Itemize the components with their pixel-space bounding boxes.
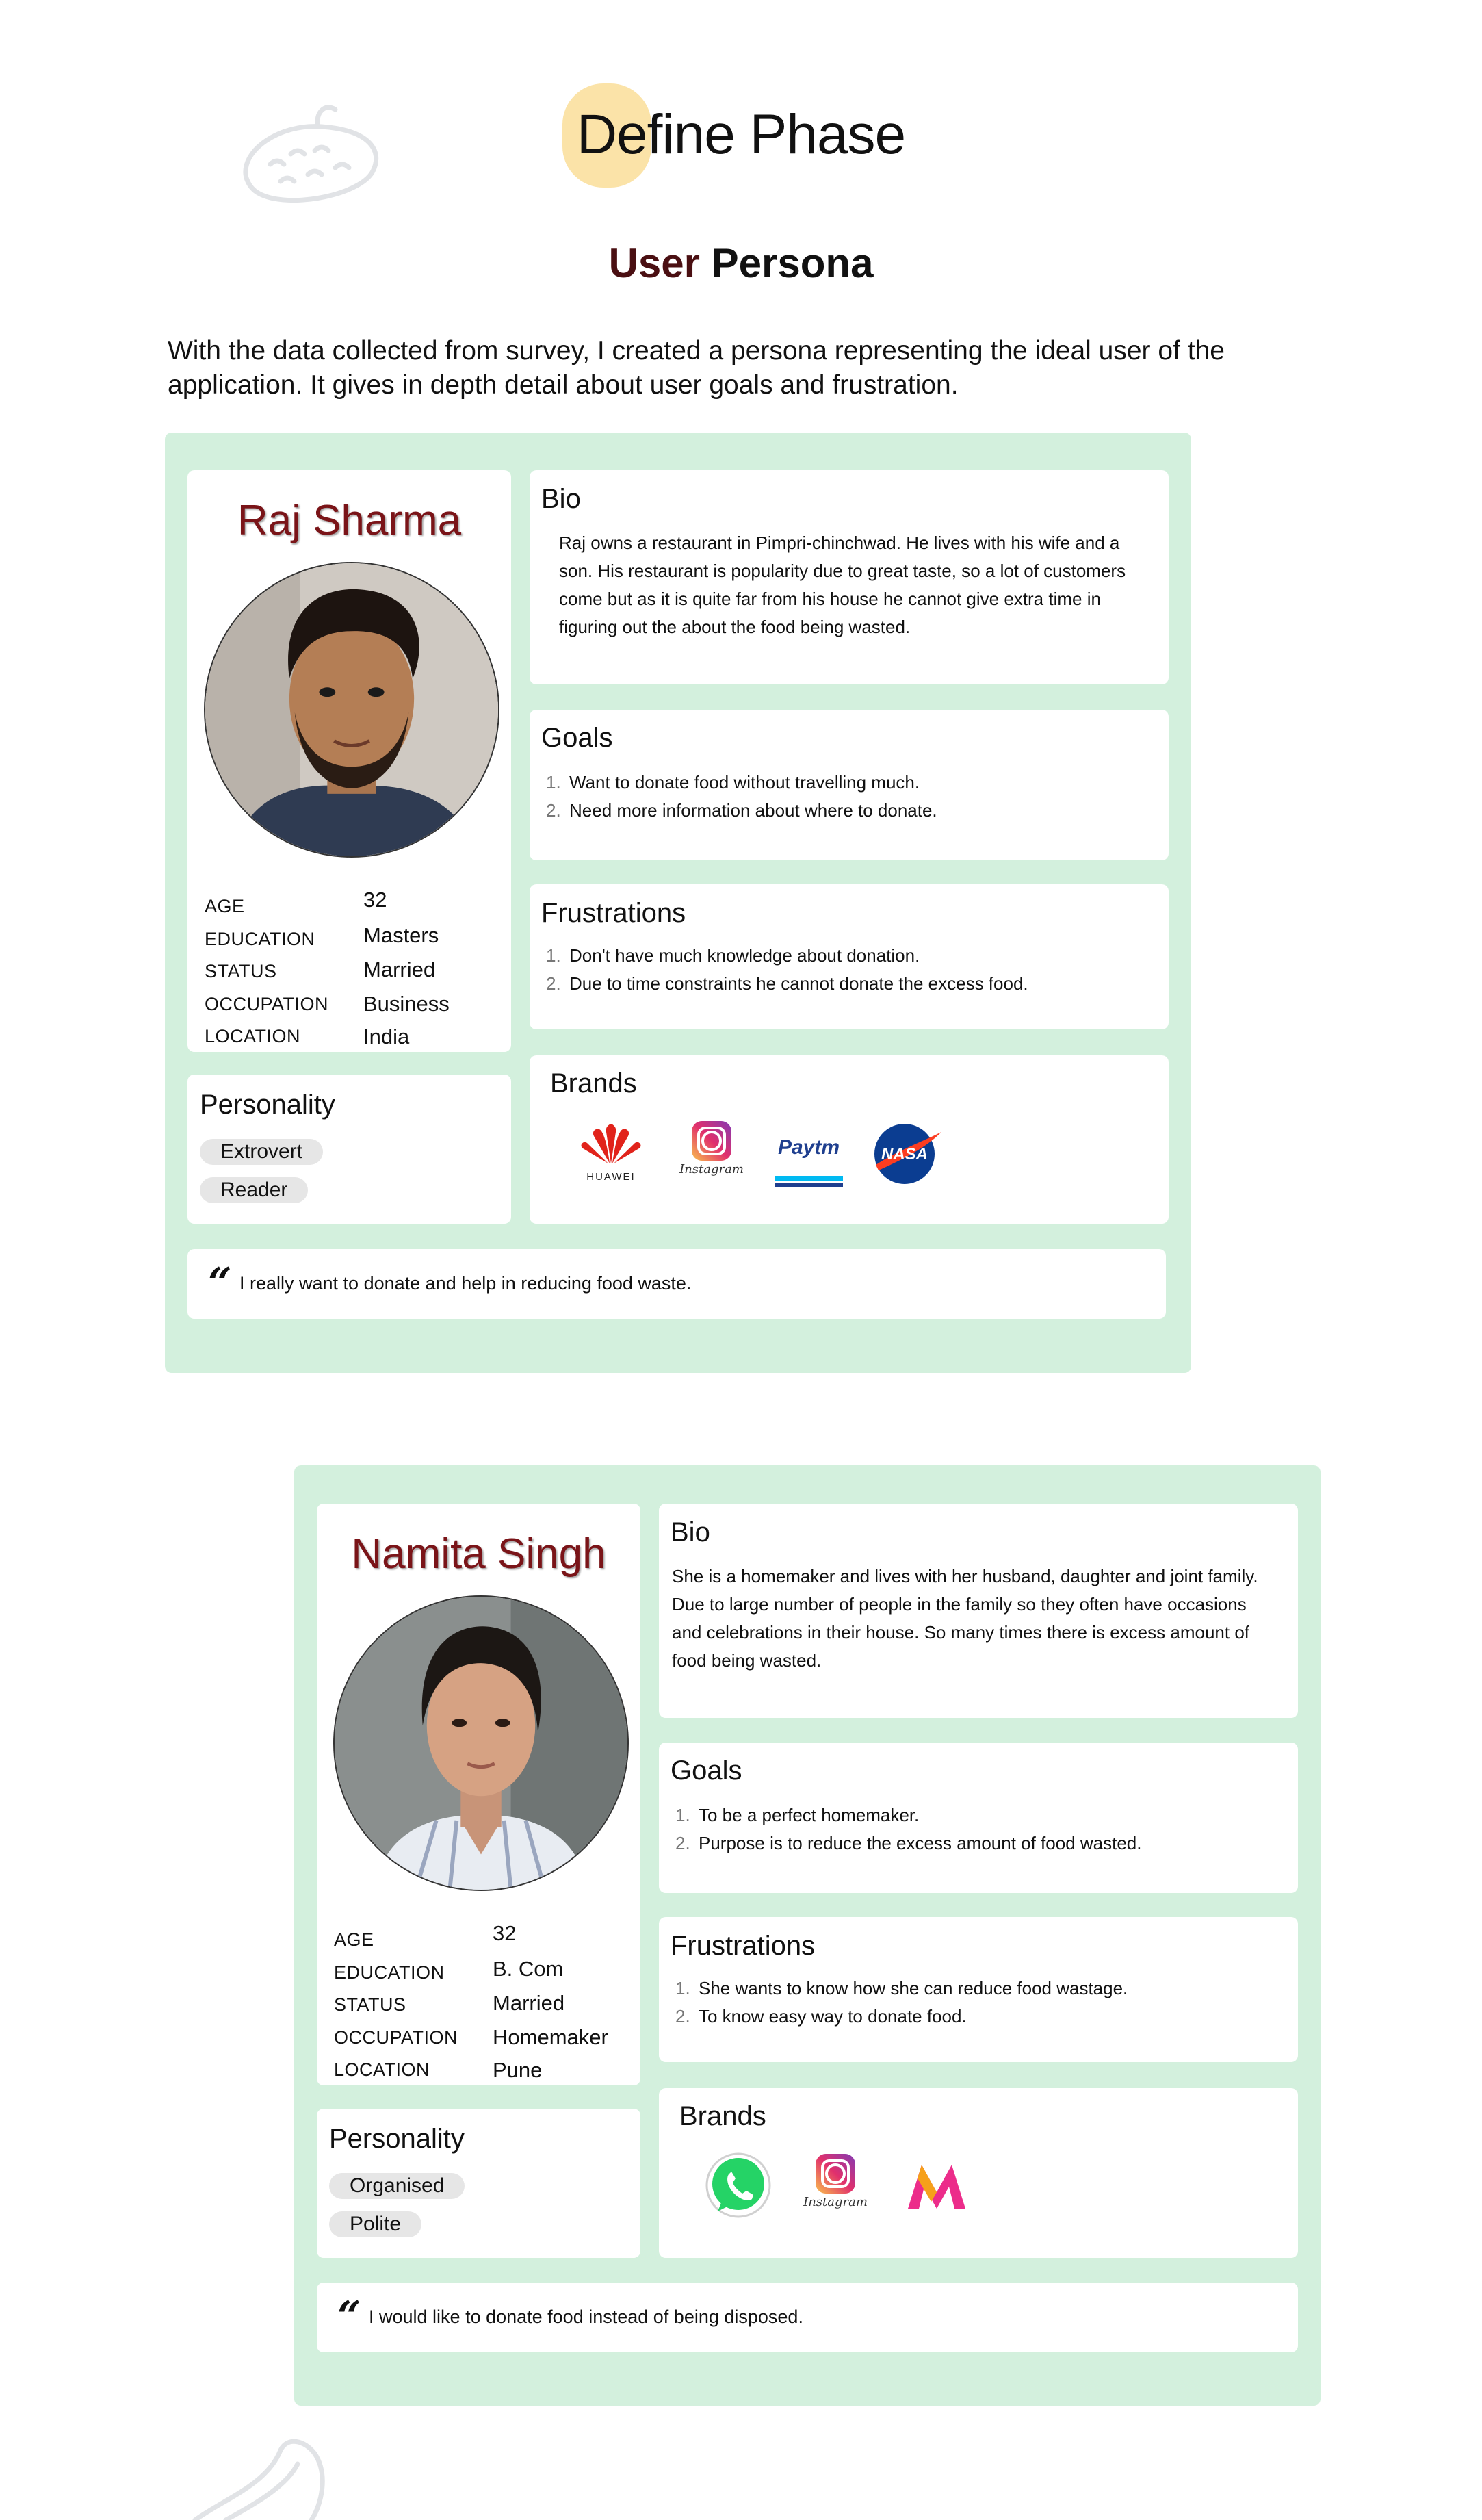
- avatar: [204, 562, 499, 858]
- bio-card: [659, 1504, 1298, 1718]
- instagram-label: Instagram: [679, 1162, 744, 1177]
- brands-heading: Brands: [679, 2101, 766, 2131]
- huawei-logo: [579, 1124, 643, 1187]
- list-item: 1. She wants to know how she can reduce food wastage.: [675, 1978, 1128, 1998]
- quote-icon: “: [337, 2293, 361, 2341]
- quote-text: I would like to donate food instead of being disposed.: [369, 2306, 803, 2327]
- detail-label: AGE: [334, 1929, 374, 1950]
- goals-card: [530, 710, 1169, 860]
- subtitle-accent: User: [608, 240, 700, 286]
- goals-heading: Goals: [541, 723, 613, 753]
- persona-name: Namita Singh: [351, 1530, 606, 1578]
- detail-label: EDUCATION: [205, 929, 315, 949]
- list-item: 1. To be a perfect homemaker.: [675, 1805, 920, 1825]
- banana-illustration-icon: [185, 2437, 342, 2520]
- personality-card: [317, 2109, 640, 2258]
- section-subtitle: [0, 240, 1482, 287]
- detail-label: STATUS: [205, 961, 277, 981]
- bio-text: She is a homemaker and lives with her husband, daughter and joint family. Due to large number of people in the family so they often have occasions and celebrations in their house. So many times there is excess amount of food being wasted.: [672, 1566, 1258, 1671]
- bio-heading: Bio: [671, 1517, 710, 1547]
- detail-label: LOCATION: [205, 1026, 301, 1046]
- persona-panel: [165, 433, 1191, 1373]
- instagram-logo: [803, 2154, 868, 2220]
- detail-value: 32: [493, 1921, 517, 1945]
- nasa-logo: [872, 1122, 943, 1185]
- quote-icon: “: [208, 1259, 232, 1307]
- detail-label: LOCATION: [334, 2059, 430, 2080]
- goals-heading: Goals: [671, 1756, 742, 1786]
- detail-label: EDUCATION: [334, 1962, 445, 1983]
- bio-heading: Bio: [541, 484, 581, 514]
- intro-paragraph: With the data collected from survey, I created a persona representing the ideal user of the application. It gives in depth detail about user goals and frustration.: [168, 336, 1225, 400]
- list-item: 2. To know easy way to donate food.: [675, 2006, 967, 2027]
- avatar: [333, 1595, 629, 1891]
- personality-heading: Personality: [200, 1090, 335, 1120]
- persona-name: Raj Sharma: [237, 497, 462, 544]
- brands-card: [530, 1055, 1169, 1224]
- frustrations-heading: Frustrations: [671, 1931, 816, 1961]
- myntra-logo: [904, 2162, 970, 2210]
- whatsapp-logo: [703, 2151, 774, 2222]
- detail-label: STATUS: [334, 1994, 406, 2015]
- list-item: 2. Need more information about where to donate.: [546, 800, 937, 821]
- profile-card: [187, 470, 511, 1052]
- detail-value: Masters: [363, 923, 439, 947]
- detail-label: OCCUPATION: [334, 2027, 458, 2048]
- personality-tag: Extrovert: [200, 1139, 323, 1165]
- goals-card: [659, 1743, 1298, 1893]
- list-item: 2. Purpose is to reduce the excess amount of food wasted.: [675, 1833, 1142, 1853]
- list-item: 1. Want to donate food without travelling much.: [546, 772, 920, 793]
- instagram-label: Instagram: [803, 2195, 868, 2209]
- detail-label: AGE: [205, 896, 245, 916]
- paytm-logo: [775, 1118, 843, 1187]
- frustrations-list: [675, 1975, 1128, 2031]
- quote-text: I really want to donate and help in reducing food waste.: [239, 1273, 692, 1294]
- personality-tag: Reader: [200, 1177, 308, 1203]
- paytm-label: Paytm: [777, 1136, 840, 1159]
- goals-list: [546, 769, 937, 825]
- bio-text: Raj owns a restaurant in Pimpri-chinchwad. He lives with his wife and a son. His restaurant is popularity due to great taste, so a lot of customers come but as it is quite far from his house he cannot give extra time in figuring out the about the food being wasted.: [559, 532, 1126, 637]
- detail-value: Pune: [493, 2058, 543, 2082]
- quote-card: [187, 1249, 1166, 1319]
- huawei-label: HUAWEI: [586, 1171, 636, 1183]
- brands-card: [659, 2088, 1298, 2258]
- detail-value: India: [363, 1025, 410, 1049]
- detail-value: 32: [363, 888, 387, 912]
- detail-value: Business: [363, 992, 450, 1016]
- brands-heading: Brands: [550, 1068, 637, 1098]
- detail-value: B. Com: [493, 1957, 564, 1981]
- detail-label: OCCUPATION: [205, 994, 329, 1014]
- frustrations-card: [659, 1917, 1298, 2062]
- nasa-label: NASA: [881, 1145, 928, 1163]
- frustrations-heading: Frustrations: [541, 898, 686, 928]
- page-title: Define Phase: [576, 103, 906, 166]
- detail-value: Homemaker: [493, 2025, 608, 2049]
- personality-heading: Personality: [329, 2124, 465, 2154]
- instagram-logo: [679, 1121, 744, 1187]
- subtitle-rest: Persona: [711, 240, 874, 286]
- persona-panel: [294, 1465, 1321, 2406]
- bio-card: [530, 470, 1169, 684]
- frustrations-list: [546, 942, 1028, 998]
- personality-tag: Organised: [329, 2173, 465, 2199]
- list-item: 1. Don't have much knowledge about donation.: [546, 945, 920, 966]
- quote-card: [317, 2283, 1298, 2352]
- goals-list: [675, 1801, 1142, 1857]
- list-item: 2. Due to time constraints he cannot donate the excess food.: [546, 973, 1028, 994]
- detail-value: Married: [363, 957, 436, 981]
- profile-card: [317, 1504, 640, 2085]
- personality-tag: Polite: [329, 2211, 421, 2237]
- frustrations-card: [530, 884, 1169, 1029]
- personality-card: [187, 1075, 511, 1224]
- detail-value: Married: [493, 1991, 565, 2015]
